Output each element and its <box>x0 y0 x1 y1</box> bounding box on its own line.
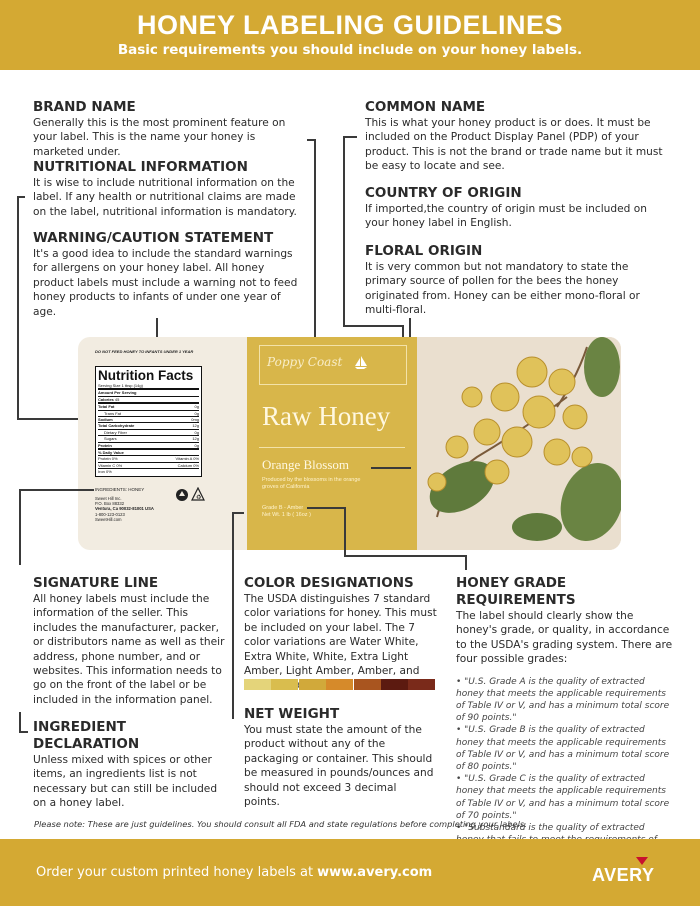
sailboat-icon <box>353 355 369 369</box>
seller-line: Sweet Hill Inc. <box>95 496 122 501</box>
nutrition-row-label: Protein <box>98 442 112 448</box>
label-warning: DO NOT FEED HONEY TO INFANTS UNDER 1 YEAR <box>95 349 194 354</box>
section-net-weight <box>244 706 434 809</box>
nutrition-vitamin: Vitamin C 0% <box>98 462 123 468</box>
honey-label-mockup <box>78 337 621 550</box>
section-body: The label should clearly show the honey's grade, or quality, in accordance to the USDA's grading system. There are four possible grades: <box>456 610 673 666</box>
nutrition-title: Nutrition Facts <box>98 368 194 383</box>
section-body: The USDA distinguishes 7 standard color variations for honey. This must be included on your label. The 7 color variations are Water White, Extra White, White, Extra Light Amber, Light Amber, Amber, and <box>244 593 437 678</box>
nutrition-calories-label: Calories <box>98 396 114 402</box>
nutrition-row-label: Sugars <box>104 436 117 442</box>
nutrition-vitamin: Protein 0% <box>98 456 118 462</box>
label-ingredients: INGREDIENTS: HONEY <box>95 487 145 492</box>
connector-grade <box>465 555 467 570</box>
nutrition-calories: 45 <box>114 396 120 402</box>
recycle-triangle-icon <box>191 487 205 503</box>
connector-ingredient <box>19 731 28 733</box>
connector-grade <box>344 555 466 557</box>
section-title: COUNTRY OF ORIGIN <box>365 185 522 201</box>
footer-banner <box>0 839 700 906</box>
section-title: NET WEIGHT <box>244 706 340 722</box>
section-country-of-origin <box>365 185 665 231</box>
section-color-designations <box>244 575 440 693</box>
section-body: All honey labels must include the information of the seller. This includes the manufacturer, packer, or distributors name as well as their address, phone number, and or websites. This information needs to go on the front of the label or be included in the information panel. <box>33 593 225 706</box>
nutrition-vitamin: Calcium 0% <box>177 462 199 468</box>
footer-link[interactable]: www.avery.com <box>317 865 433 880</box>
nutrition-row-label: Dietary Fiber <box>104 429 127 435</box>
color-swatch <box>271 679 298 690</box>
nutrition-facts-panel <box>95 366 202 477</box>
nutrition-row-label: Total Carbohydrate <box>98 423 135 429</box>
grade-item: • "U.S. Grade C is the quality of extracted honey that meets the applicable requirements of Table IV or V, and has a minimum total score of 70 points." <box>456 774 670 821</box>
nutrition-row-label: Sodium <box>98 417 113 423</box>
section-title: INGREDIENT DECLARATION <box>33 719 140 752</box>
page-title: HONEY LABELING GUIDELINES <box>136 10 564 40</box>
section-body: This is what your honey product is or does. It must be included on the Product Display Panel (PDP) of your product. This is not the brand or trade name but it must be easy to locate and see. <box>365 117 663 173</box>
seller-line: Ventura, Ca 90032-81001 USA <box>95 506 154 512</box>
color-swatch <box>244 679 271 690</box>
nutrition-row-label: Trans Fat <box>104 410 121 416</box>
section-title: FLORAL ORIGIN <box>365 243 483 259</box>
connector-floral <box>371 467 411 469</box>
page-subtitle: Basic requirements you should include on your honey labels. <box>117 42 583 58</box>
connector-nutrition <box>17 196 19 419</box>
seller-line: 1-800-123-0123 <box>95 511 125 517</box>
nutrition-row-value: 0g <box>194 429 199 435</box>
section-body: If imported,the country of origin must be included on your honey label in English. <box>365 203 647 230</box>
color-swatch <box>381 679 408 690</box>
nutrition-vitamin: Vitamin A 0% <box>175 456 199 462</box>
footer-prefix: Order your custom printed honey labels at <box>36 865 318 880</box>
connector-grade <box>344 507 346 556</box>
section-title: COLOR DESIGNATIONS <box>244 575 414 591</box>
label-brand: Poppy Coast <box>267 355 343 369</box>
nutrition-row-value: 0mg <box>191 417 199 423</box>
section-common-name <box>365 99 665 174</box>
seller-line: P.O. Box 88332 <box>95 501 125 507</box>
connector-ingredient <box>19 712 21 732</box>
label-floral-origin: Orange Blossom <box>262 457 350 472</box>
connector-common <box>343 136 345 326</box>
nutrition-row-value: 12g <box>192 436 199 442</box>
section-title: NUTRITIONAL INFORMATION <box>33 159 248 175</box>
nutrition-amount: Amount Per Serving <box>98 388 199 395</box>
section-floral-origin <box>365 243 665 318</box>
section-body: It is wise to include nutritional information on the label. If any health or nutritional claims are made on the label, nutritional information is mandatory. <box>33 177 297 218</box>
nutrition-row-label: Total Fat <box>98 404 115 410</box>
seller-line: SweetHill.com <box>95 516 122 522</box>
nutrition-row-value: 0g <box>194 410 199 416</box>
label-product-panel <box>247 337 417 550</box>
section-warning-statement <box>33 230 305 319</box>
nutrition-row-value: 12g <box>192 423 199 429</box>
section-body: You must state the amount of the product without any of the packaging or container. This should be measured in pounds/ounces and should not exceed 3 decimal points. <box>244 724 434 809</box>
section-body: It's a good idea to include the standard warnings for allergens on your honey label. All honey product labels must include a warning not to feed honey products to infants of under one year of age. <box>33 248 298 318</box>
section-body: It is very common but not mandatory to state the primary source of pollen for the bees the honey originated from. Honey can be either mono-floral or multi-floral. <box>365 261 640 317</box>
color-swatch <box>408 679 435 690</box>
label-product-name: Raw Honey <box>262 401 391 431</box>
label-net-weight: Net Wt. 1 lb ( 16oz ) <box>262 512 311 518</box>
divider <box>259 447 405 448</box>
connector-grade <box>307 507 345 509</box>
section-nutritional-information <box>33 159 305 219</box>
grade-item: • "U.S. Grade A is the quality of extracted honey that meets the applicable requirements of Table IV or V, and has a minimum total score of 90 points." <box>456 676 670 724</box>
section-body: Unless mixed with spices or other items, an ingredients list is not necessary but can still be included on a honey label. <box>33 754 218 810</box>
section-body: Generally this is the most prominent feature on your label. This is the name your honey is marketed under. <box>33 117 286 158</box>
section-title: COMMON NAME <box>365 99 486 115</box>
section-brand-name <box>33 99 305 159</box>
nutrition-vitamin: Iron 0% <box>98 469 112 475</box>
label-produced-by: Produced by the blossoms in the orange groves of California <box>262 477 361 490</box>
svg-text:♻: ♻ <box>196 495 202 501</box>
nutrition-serving: Serving Size 1 tbsp (14g) <box>98 383 143 388</box>
grade-item: • "Substandard is the quality of extracted <box>456 823 645 834</box>
connector-brand <box>314 139 316 340</box>
nutrition-row-value: 0g <box>194 404 199 410</box>
section-grade-requirements <box>456 575 674 859</box>
section-title: HONEY GRADE REQUIREMENTS <box>456 575 576 608</box>
connector-signature <box>19 489 21 565</box>
color-swatch <box>326 679 353 690</box>
disclaimer-note: Please note: These are just guidelines. You should consult all FDA and state regulations before completing your labels. <box>34 819 527 829</box>
connector-common <box>343 136 357 138</box>
nutrition-row-value: 0g <box>194 442 199 448</box>
section-signature-line <box>33 575 233 707</box>
section-title: SIGNATURE LINE <box>33 575 159 591</box>
header-banner <box>0 0 700 70</box>
connector-signature <box>19 489 94 491</box>
grade-item: • "U.S. Grade B is the quality of extracted honey that meets the applicable requirements of Table IV or V, and has a minimum total score of 80 points." <box>456 725 670 773</box>
flower-illustration <box>417 337 621 550</box>
nutrition-daily-value: % Daily Value <box>98 450 124 456</box>
color-swatch <box>299 679 326 690</box>
avery-logo-icon <box>592 855 664 889</box>
recycle-icon <box>175 488 189 502</box>
label-grade: Grade B - Amber <box>262 505 304 511</box>
connector-common <box>343 325 403 327</box>
avery-logo-text: AVERY <box>592 865 655 885</box>
section-ingredient-declaration <box>33 719 233 811</box>
color-swatch <box>354 679 381 690</box>
section-title: WARNING/CAUTION STATEMENT <box>33 230 274 246</box>
label-seller-info <box>95 496 154 522</box>
footer-text <box>36 864 432 882</box>
section-title: BRAND NAME <box>33 99 136 115</box>
